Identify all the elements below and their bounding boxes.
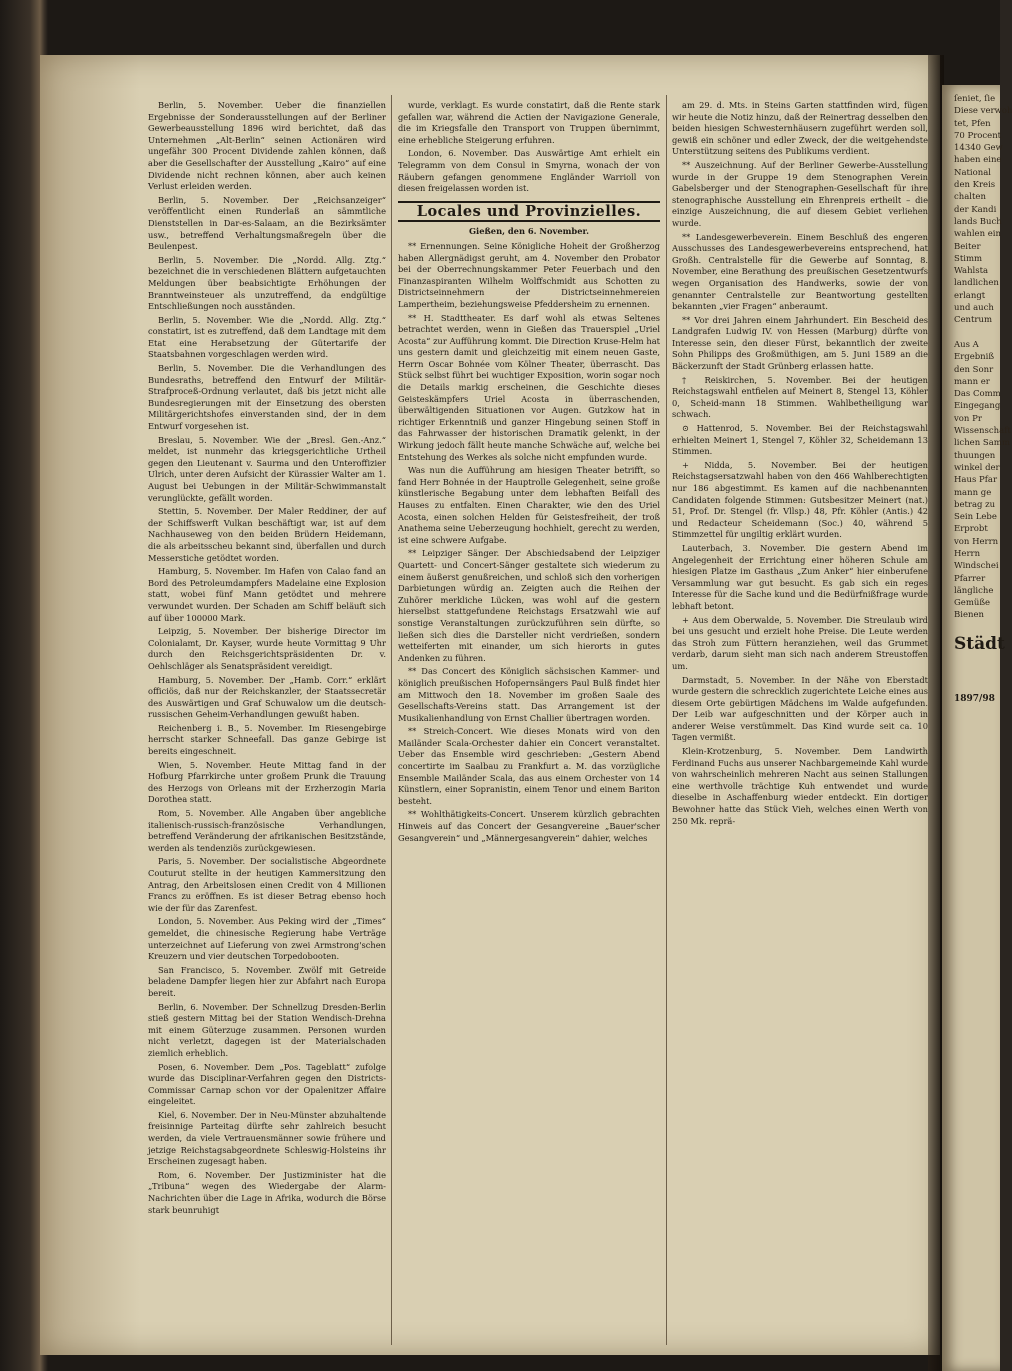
news-paragraph: ** H. Stadttheater. Es darf wohl als etwas Seltenes betrachtet werden, wenn in Gießen das Trauerspiel „Uriel Acosta“ zur Aufführung kommt. Die Direction Kruse-Helm hat uns gestern damit und gleichzeitig mit einem neuen Gaste, Herrn Oscar Bohnée vom Kölner Theater, überrascht. Das Stück selbst führt bei wuchtiger Exposition, worin sogar noch die Details markig erscheinen, die Geschichte dieses Geisteskämpfers Uriel Acosta in überraschenden, überwältigenden Situationen vor Augen. Gutzkow hat in richtiger Erkenntniß und ganzer Hingebung seinen Stoff in das Fahrwasser der historischen Dramatik gelenkt, in der Wirkung jedoch fällt heute manche Schwäche auf, welche bei Entstehung des Werkes als solche nicht empfunden wurde.	[398, 312, 660, 462]
news-paragraph: + Nidda, 5. November. Bei der heutigen Reichstagsersatzwahl haben von den 466 Wahlberechtigten nur 186 abgestimmt. Es kamen auf die nachbenannten Candidaten folgende Stimmen: Gutsbesitzer Meinert (nat.) 51, Prof. Dr. Stengel (fr. Vllsp.) 48, Pfr. Köhler (Antis.) 42 und Redacteur Scheidemann (Soc.) 40, während 5 Stimmzettel für ungiltig erklärt wurden.	[672, 459, 928, 540]
news-paragraph: Berlin, 5. November. Die die Verhandlungen des Bundesraths, betreffend den Entwurf der Militär-Strafproceß-Ordnung verlautet, daß bis jetzt nicht alle Bundesregierungen mit der Einsetzung des obersten Militärgerichtshofes einverstanden sind, der in dem Entwurf vorgesehen ist.	[148, 363, 386, 432]
news-paragraph: Was nun die Aufführung am hiesigen Theater betrifft, so fand Herr Bohnée in der Hauptrolle Gelegenheit, seine große künstlerische Begabung unter dem lebhaften Beifall des Hauses zu entfalten. Einen Charakter, wie den des Uriel Acosta, einen solchen Helden für Geistesfreiheit, der troß Anathema seine Ueberzeugung hochhielt, gerecht zu werden, ist eine schwere Aufgabe.	[398, 465, 660, 545]
facing-page-heading: Städt	[954, 633, 1005, 654]
news-paragraph: Stettin, 5. November. Der Maler Reddiner, der auf der Schiffswerft Vulkan beschäftigt war, ist auf dem Nachhauseweg von den beiden Brüdern Heidemann, die als arbeitsscheu bekannt sind, überfallen und durch Messerstiche getödtet worden.	[148, 506, 386, 563]
section-heading: Locales und Provinzielles.	[398, 201, 660, 223]
column-2-telegrams	[398, 100, 660, 195]
news-paragraph: Rom, 5. November. Alle Angaben über angebliche italienisch-russisch-französische Verhandlungen, betreffend Veränderung der afrikanischen Besitzstände, werden als tendenziös zurückgewiesen.	[148, 808, 386, 853]
facing-page-text: ſeniet, ſie Diese verwoh tet, Pfen 70 Procent 14340 Gew haben eine National den Kreis chalten der Kandi lands Buch wahlen ein Beiter Stimm Wahlsta landlichen erlangt und auch Centrum Aus A Ergebniß den Sonr mann er Das Comm Eingegang von Pr Wissenschaft lichen Samm thuungen winkel der Haus Pfar mann ge betrag zu Sein Lebe Erprobt von Herrn Herrn Windschei Pfarrer längliche Gemüße Bienen	[954, 94, 1012, 621]
column-rule	[666, 95, 667, 1345]
news-paragraph: † Reiskirchen, 5. November. Bei der heutigen Reichstagswahl entfielen auf Meinert 8, Stengel 13, Köhler 0, Scheid-mann 18 Stimmen. Wahlbetheiligung war schwach.	[672, 374, 928, 420]
facing-page-edge	[942, 85, 1012, 1371]
page-edge-shadow	[40, 55, 140, 1355]
news-paragraph: Berlin, 6. November. Der Schnellzug Dresden-Berlin stieß gestern Mittag bei der Station Wendisch-Drehna mit einem Güterzuge zusammen. Personen wurden nicht verletzt, dagegen ist der Materialschaden ziemlich erheblich.	[148, 1001, 386, 1058]
dateline: Gießen, den 6. November.	[468, 226, 590, 237]
column-rule	[391, 95, 392, 1345]
news-paragraph: Berlin, 5. November. Der „Reichsanzeiger“ veröffentlicht einen Runderlaß an sämmtliche Dienststellen in Dar-es-Salaam, an die Bezirksämter usw., betreffend Verhaltungsmaßregeln über die Beulenpest.	[148, 194, 386, 252]
news-paragraph: ** Auszeichnung. Auf der Berliner Gewerbe-Ausstellung wurde in der Gruppe 19 dem Stenographen Verein Gabelsberger und der Stenographen-Gesellschaft für ihre stenographische Ausstellung ein Ehrenpreis ertheilt – die einzige Auszeichnung, die auf diesem Gebiet verliehen wurde.	[672, 159, 928, 228]
news-paragraph: ** Landesgewerbeverein. Einem Beschluß des engeren Ausschusses des Landesgewerbevereins entsprechend, hat Großh. Centralstelle für die Gewerbe auf Sonntag, 8. November, eine Berathung des preußischen Gesetzentwurfs wegen Organisation des Handwerks, sowie der von genannter Centralstelle zur Beantwortung gestellten bekannten „vier Fragen“ anberaumt.	[672, 231, 928, 312]
news-paragraph: Hamburg, 5. November. Im Hafen von Calao fand an Bord des Petroleumdampfers Madelaine eine Explosion statt, wobei fünf Mann getödtet und mehrere verwundet wurden. Der Schaden am Schiff beläuft sich auf über 100000 Mark.	[148, 566, 386, 623]
news-paragraph: Reichenberg i. B., 5. November. Im Riesengebirge herrscht starker Schneefall. Das ganze Gebirge ist bereits eingeschneit.	[148, 722, 386, 757]
news-paragraph: Hamburg, 5. November. Der „Hamb. Corr.“ erklärt officiös, daß nur der Reichskanzler, der Staatssecretär des Auswärtigen und Graf Schuwalow um die deutsch-russischen Geheim-Verhandlungen gewußt haben.	[148, 674, 386, 720]
news-paragraph: Berlin, 5. November. Wie die „Nordd. Allg. Ztg.“ constatirt, ist es zutreffend, daß dem Landtage mit dem Etat eine Herabsetzung der Gütertarife der Staatsbahnen vorgeschlagen werden wird.	[148, 314, 386, 360]
news-paragraph: Leipzig, 5. November. Der bisherige Director im Colonialamt, Dr. Kayser, wurde heute Vormittag 9 Uhr durch den Reichsgerichtspräsidenten Dr. v. Oehlschläger als Senatspräsident vereidigt.	[148, 626, 386, 671]
facing-page-date: 1897/98	[954, 693, 995, 704]
news-paragraph: am 29. d. Mts. in Steins Garten stattfinden wird, fügen wir heute die Notiz hinzu, daß der Reinertrag desselben den beiden hiesigen Schwesternhäusern zugeführt werden soll, gewiß ein schöner und edler Zweck, der die weitgehendste Unterstützung seitens des Publikums verdient.	[672, 100, 928, 157]
news-paragraph: Wien, 5. November. Heute Mittag fand in der Hofburg Pfarrkirche unter großem Prunk die Trauung des Herzogs von Orleans mit der Erzherzogin Maria Dorothea statt.	[148, 759, 386, 805]
news-paragraph: wurde, verklagt. Es wurde constatirt, daß die Rente stark gefallen war, während die Actien der Navigazione Generale, die im Kriegsfalle den Transport von Truppen übernimmt, eine erhebliche Steigerung erfuhren.	[398, 100, 660, 145]
news-paragraph: Paris, 5. November. Der socialistische Abgeordnete Couturut stellte in der heutigen Kammersitzung den Antrag, den Arbeitslosen einen Credit von 4 Millionen Francs zu eröffnen. Es ist dieser Betrag ebenso hoch wie der für das Zarenfest.	[148, 856, 386, 913]
news-paragraph: Rom, 6. November. Der Justizminister hat die „Tribuna“ wegen des Wiedergabe der Alarm-Nachrichten über die Lage in Afrika, wodurch die Börse stark beunruhigt	[148, 1169, 386, 1215]
news-paragraph: Berlin, 5. November. Die „Nordd. Allg. Ztg.“ bezeichnet die in verschiedenen Blättern aufgetauchten Meldungen über beabsichtigte Erhöhungen der Branntweinsteuer als unzutreffend, da endgültige Entschließungen noch ausständen.	[148, 254, 386, 312]
news-paragraph: Darmstadt, 5. November. In der Nähe von Eberstadt wurde gestern die schrecklich zugerichtete Leiche eines aus diesem Orte gebürtigen Mädchens im Walde aufgefunden. Der Leib war aufgeschnitten und der Körper auch in anderer Weise verstümmelt. Das Kind wurde seit ca. 10 Tagen vermißt.	[672, 674, 928, 743]
news-paragraph: + Aus dem Oberwalde, 5. November. Die Streulaub wird bei uns gesucht und erzielt hohe Preise. Die Leute werden das Stroh zum Füttern heranziehen, weil das Grummet verdarb, darum sieht man sich nach anderem Streustoffen um.	[672, 614, 928, 671]
news-paragraph: Klein-Krotzenburg, 5. November. Dem Landwirth Ferdinand Fuchs aus unserer Nachbargemeinde Kahl wurde von wahrscheinlich mehreren Nacht aus seinen Stallungen eine werthvolle trächtige Kuh entwendet und wurde dieselbe in Aschaffenburg wieder entdeckt. Ein dortiger Bewohner hatte das Stück Vieh, welches einen Werth von 250 Mk. reprä-	[672, 746, 928, 826]
column-2	[398, 100, 660, 1340]
column-3	[672, 100, 928, 1340]
news-paragraph: San Francisco, 5. November. Zwölf mit Getreide beladene Dampfer liegen hier zur Abfahrt nach Europa bereit.	[148, 964, 386, 998]
news-paragraph: ** Ernennungen. Seine Königliche Hoheit der Großherzog haben Allergnädigst geruht, am 4. November den Probator bei der Oberrechnungskammer Peter Feuerbach und den Finanzaspiranten Wilhelm Wolffschmidt aus Schotten zu Districtseinnehmern der Districtseinnehmereien Lampertheim, beziehungsweise Pfeddersheim zu ernennen.	[398, 240, 660, 309]
news-paragraph: ** Das Concert des Königlich sächsischen Kammer- und königlich preußischen Hofopernsängers Paul Bulß findet hier am Mittwoch den 18. November im großen Saale des Gesellschafts-Vereins statt. Das Arrangement ist der Musikalienhandlung von Ernst Challier übertragen worden.	[398, 666, 660, 723]
column-1	[148, 100, 386, 1340]
news-paragraph: ** Streich-Concert. Wie dieses Monats wird von den Mailänder Scala-Orchester dahier ein Concert veranstaltet. Ueber das Ensemble wird geschrieben: „Gestern Abend concertirte im Saalbau zu Frankfurt a. M. das vorzügliche Ensemble Mailänder Scala, das aus einem Orchester von 14 Künstlern, einer Sopranistin, einem Tenor und einem Bariton besteht.	[398, 726, 660, 806]
news-paragraph: ** Vor drei Jahren einem Jahrhundert. Ein Bescheid des Landgrafen Ludwig IV. von Hessen (Marburg) dürfte von Interesse sein, den dieser Fürst, bekanntlich der zweite Sohn Philipps des Großmüthigen, am 5. Juni 1589 an die Bäckerzunft der Stadt Grünberg erlassen hatte.	[672, 314, 928, 372]
column-2-local-news	[398, 241, 660, 844]
news-paragraph: London, 5. November. Aus Peking wird der „Times“ gemeldet, die chinesische Regierung habe Verträge unterzeichnet auf Lieferung von zwei Armstrong'schen Kreuzern und vier deutschen Torpedobooten.	[148, 916, 386, 962]
news-paragraph: ** Leipziger Sänger. Der Abschiedsabend der Leipziger Quartett- und Concert-Sänger gestaltete sich wiederum zu einem äußerst genußreichen, und schloß sich den vorherigen Darbietungen würdig an. Zeigten auch die Reihen der Zuhörer merkliche Lücken, was wohl auf die gestern hierselbst stattgefundene Reichstags Ersatzwahl wie auf sonstige Veranstaltungen zurückzuführen sein dürfte, so ließen sich dies die Darsteller nicht verdrießen, sondern wetteiferten mit einander, um sich hierorts in gutes Andenken zu führen.	[398, 548, 660, 663]
news-paragraph: Lauterbach, 3. November. Die gestern Abend im Angelegenheit der Errichtung einer höheren Schule am hiesigen Platze im Gasthaus „Zum Anker“ hier einberufene Versammlung war gut besucht. Es gab sich ein reges Interesse für die Sache kund und die Bedürfnißfrage wurde lebhaft betont.	[672, 542, 928, 611]
news-paragraph: Posen, 6. November. Dem „Pos. Tageblatt“ zufolge wurde das Disciplinar-Verfahren gegen den Districts-Commissar Carnap schon vor der Opalenitzer Affaire eingeleitet.	[148, 1061, 386, 1107]
news-paragraph: Kiel, 6. November. Der in Neu-Münster abzuhaltende freisinnige Parteitag dürfte sehr zahlreich besucht werden, da viele Vertrauensmänner sowie frühere und jetzige Reichstagsabgeordnete Schleswig-Holsteins ihr Erscheinen zugesagt haben.	[148, 1109, 386, 1167]
news-paragraph: ** Wohlthätigkeits-Concert. Unserem kürzlich gebrachten Hinweis auf das Concert der Gesangvereine „Bauer'scher Gesangverein“ und „Männergesangverein“ dahier, welches	[398, 809, 660, 843]
news-paragraph: Breslau, 5. November. Wie der „Bresl. Gen.-Anz.“ meldet, ist nunmehr das kriegsgerichtliche Urtheil gegen den Lieutenant v. Saurma und den Unteroffizier Ulrich, unter deren Aufsicht der Kürassier Walter am 1. August bei Uebungen in der Militär-Schwimmanstalt verunglückte, gefällt worden.	[148, 434, 386, 503]
news-paragraph: ⊙ Hattenrod, 5. November. Bei der Reichstagswahl erhielten Meinert 1, Stengel 7, Köhler 32, Scheidemann 13 Stimmen.	[672, 423, 928, 457]
news-paragraph: Berlin, 5. November. Ueber die finanziellen Ergebnisse der Sonderausstellungen auf der Berliner Gewerbeausstellung 1896 wird berichtet, daß das Unternehmen „Alt-Berlin“ seinen Actionären wird ungefähr 300 Procent Dividende zahlen können, daß aber die Gesellschafter der Ausstellung „Kairo“ auf eine Dividende nicht rechnen können, aber auch keinen Verlust erleiden werden.	[148, 100, 386, 192]
news-paragraph: London, 6. November. Das Auswärtige Amt erhielt ein Telegramm von dem Consul in Smyrna, wonach der von Räubern gefangen genommene Engländer Warrioll von diesen freigelassen worden ist.	[398, 148, 660, 194]
